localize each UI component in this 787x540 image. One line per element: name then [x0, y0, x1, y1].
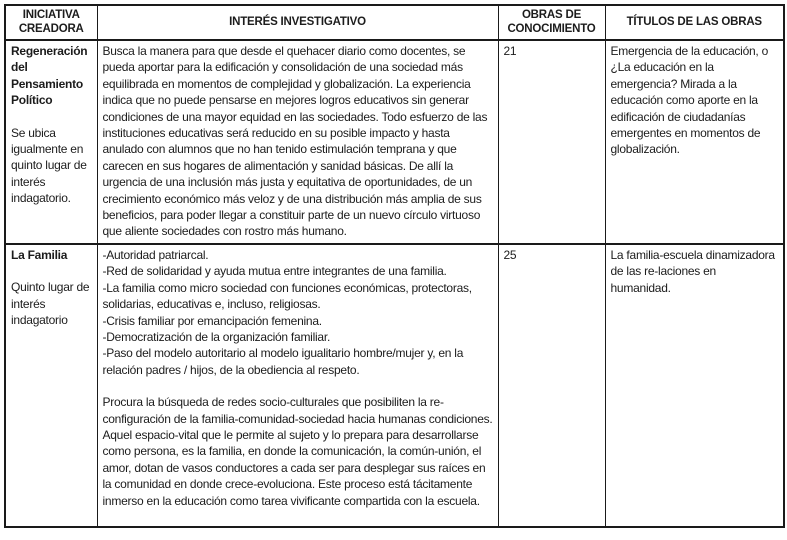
cell-titulos-obras: [605, 244, 784, 527]
obras-count-value: 21: [503, 44, 517, 58]
cell-iniciativa: [5, 244, 97, 527]
interes-bullet-item: -Paso del modelo autoritario al modelo igualitario hombre/mujer y, en la relación padres / hijos, de la obediencia al respeto.: [102, 346, 464, 377]
obras-count-value: 25: [503, 247, 517, 262]
cell-iniciativa: [5, 40, 97, 244]
cell-interes-investigativo: [97, 244, 498, 527]
interes-bullet-item: -La familia como micro sociedad con funciones económicas, protectoras, solidarias, educativas e, incluso, religiosas.: [102, 280, 472, 312]
col-header-titulos-de-las-obras: TÍTULOS DE LAS OBRAS: [605, 5, 784, 40]
table-row-la-familia: [5, 244, 784, 527]
cell-interes-investigativo: [97, 40, 498, 244]
cell-obras-count: [498, 244, 605, 527]
interes-bullet-item: -Red de solidaridad y ayuda mutua entre integrantes de una familia.: [102, 264, 447, 279]
interes-paragraph: Procura la búsqueda de redes socio-culturales que posibiliten la re-configuración de la familia-comunidad-sociedad hacia humanas condiciones. Aquel espacio-vital que le permite al sujeto y lo prepara para desarrollarse como persona, es la familia, en donde la comunicación, la común-unión, el amor, dotan de vasos conductores a cada ser para desplegar sus raíces en la comunidad en donde crece-evoluciona. Este proceso está tácitamente inmerso en la educación como tarea vivificante compartida con la escuela.: [102, 395, 493, 508]
iniciativa-note: Se ubica igualmente en quinto lugar de interés indagatorio.: [11, 125, 87, 206]
titulos-text: La familia-escuela dinamizadora de las re-laciones en humanidad.: [610, 247, 775, 295]
interes-bullet-item: -Autoridad patriarcal.: [102, 247, 209, 262]
cell-titulos-obras: [605, 40, 784, 244]
cell-obras-count: [498, 40, 605, 244]
table-row-regeneracion-pensamiento-politico: [5, 40, 784, 244]
iniciativa-note: Quinto lugar de interés indagatorio: [11, 280, 90, 328]
titulos-text: Emergencia de la educación, o ¿La educación en la emergencia? Mirada a la educación como aporte en la edificación de ciudadanías emergentes en momentos de globalización.: [610, 44, 769, 157]
col-header-iniciativa-creadora: INICIATIVA CREADORA: [5, 5, 97, 40]
interes-bullet-item: -Crisis familiar por emancipación femenina.: [102, 313, 322, 328]
interes-bullet-item: -Democratización de la organización familiar.: [102, 329, 331, 344]
research-initiatives-table: [4, 4, 785, 528]
header-row: [5, 5, 784, 40]
col-header-obras-de-conocimiento: OBRAS DE CONOCIMIENTO: [498, 5, 605, 40]
iniciativa-title: La Familia: [11, 247, 68, 262]
interes-paragraph: Busca la manera para que desde el quehacer diario como docentes, se pueda aportar para la edificación y consolidación de una sociedad más equilibrada en momentos de complejidad y globalización. La experiencia indica que no puede pensarse en mejores logros educativos sin generar condiciones de una mayor equidad en las sociedades. Todo esfuerzo de las instituciones educativas será reducido en su posible impacto y hasta anulado con alumnos que no han tenido estimulación temprana y que carecen en sus hogares de alimentación y sanidad básicas. De allí la urgencia de una inclusión más justa y equitativa de oportunidades, de un crecimiento económico más veloz y de una distribución más amplia de sus beneficios, para poder llegar a constituir parte de un nuevo círculo virtuoso que aliente sociedades con rostro más humano.: [102, 44, 488, 239]
col-header-interes-investigativo: INTERÉS INVESTIGATIVO: [97, 5, 498, 40]
iniciativa-title: Regeneración del Pensamiento Político: [11, 44, 88, 108]
